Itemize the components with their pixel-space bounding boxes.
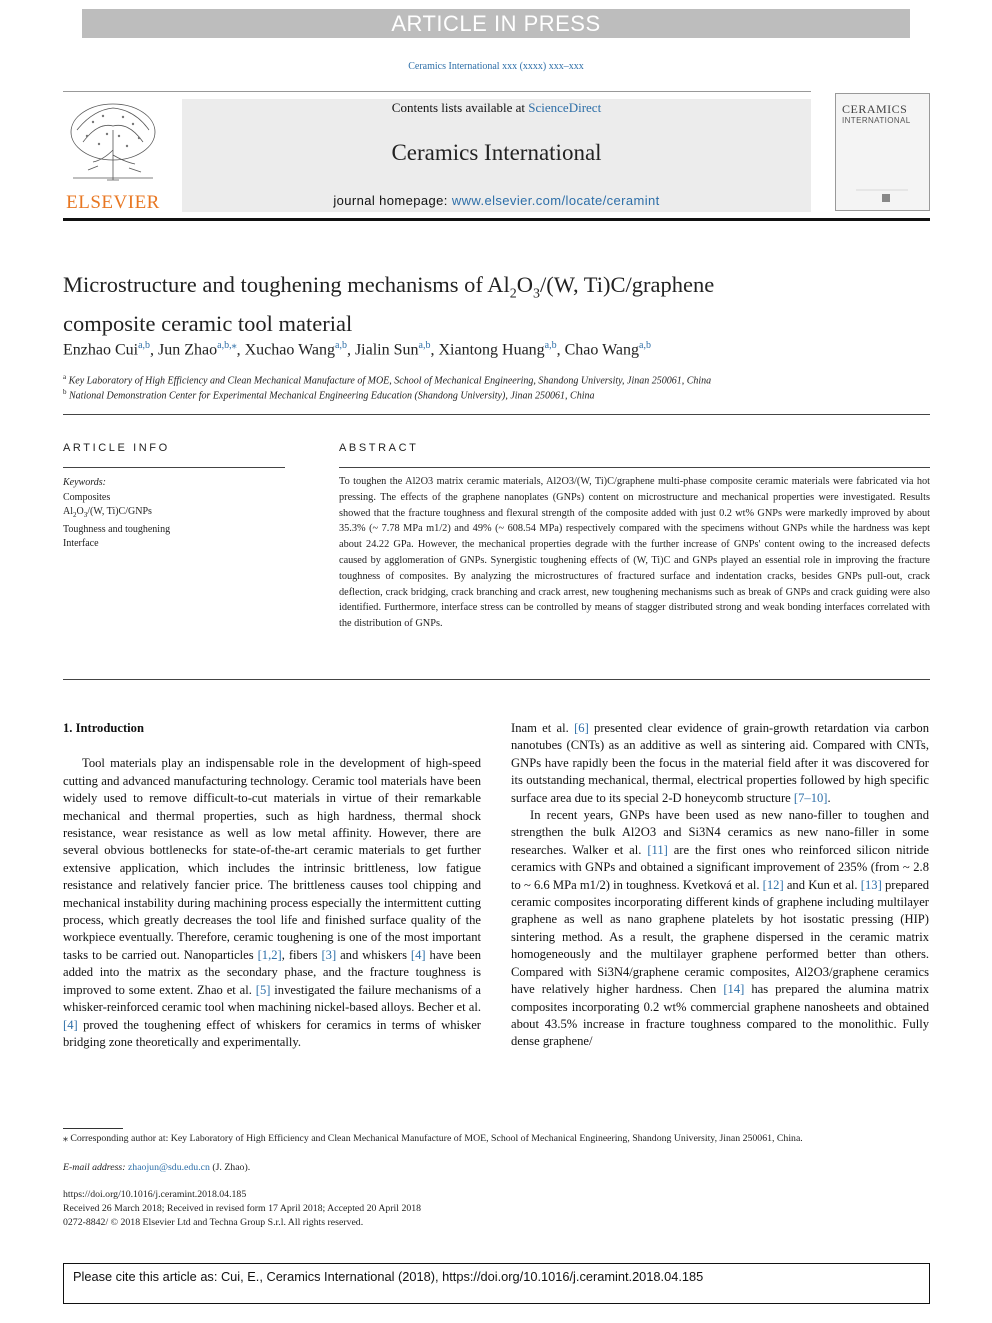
email-link[interactable]: zhaojun@sdu.edu.cn (127, 1162, 210, 1173)
contents-available (182, 100, 811, 116)
section-heading-introduction: 1. Introduction (63, 721, 144, 735)
paragraph-text: are the first ones who reinforced silicon nitride ceramics with GNPs and obtained a significant improvement of 235% (from ~ 2.8 to ~ 6.6 MPa m1/2) in toughness. Kvetková et al. (511, 842, 929, 892)
affiliation-a-text: Key Laboratory of High Efficiency and Clean Mechanical Manufacture of MOE, School of Mechanical Engineering, Shandong University, Jinan 250061, China (68, 375, 712, 387)
intro-paragraph-2 (511, 720, 929, 807)
author-affiliation-marker[interactable]: a,b (544, 340, 557, 351)
intro-paragraph-1 (63, 755, 481, 1051)
author-list: Enzhao Cui$^{a,b}$, Jun Zhao$^{a,b,⁎}$, Xuchao Wang$^{a,b}$, Jialin Sun$^{a,b}$, Xiantong Huang$^{a,b}$, Chao Wang$^{a,b}$ (63, 340, 651, 359)
divider (63, 679, 930, 680)
affiliation-a (63, 373, 711, 386)
keywords-label: Keywords: (63, 477, 106, 488)
author-affiliation-marker[interactable]: a,b (335, 340, 347, 351)
homepage-prefix: journal homepage: (333, 193, 452, 208)
sciencedirect-link[interactable]: ScienceDirect (528, 100, 602, 115)
intro-paragraph-3 (511, 807, 929, 1051)
keyword-item: Interface (63, 538, 99, 549)
reference-link[interactable]: [6] (574, 721, 589, 735)
homepage-link[interactable]: www.elsevier.com/locate/ceramint (451, 193, 660, 208)
header-top-rule (63, 91, 811, 92)
author-name[interactable]: Xiantong Huang (438, 341, 545, 359)
footnote-rule (63, 1128, 123, 1129)
received-dates: Received 26 March 2018; Received in revised form 17 April 2018; Accepted 20 April 2018 (63, 1203, 422, 1214)
title-line-2: composite ceramic tool material (63, 310, 353, 336)
reference-link[interactable]: [7–10] (793, 790, 828, 805)
paragraph-text: proved the toughening effect of whiskers for ceramics in terms of whisker bridging zone theoretically and experimentally. (63, 1017, 481, 1049)
paragraph-text: , fibers (281, 947, 322, 962)
journal-homepage (182, 193, 811, 208)
keyword-item: Toughness and toughening (63, 523, 171, 535)
header-bottom-rule (63, 218, 930, 221)
author-affiliation-marker[interactable]: a,b (418, 340, 431, 351)
article-info-heading: ARTICLE INFO (63, 442, 170, 454)
paragraph-text: Inam et al. (511, 721, 575, 735)
paragraph-text: and Kun et al. (783, 877, 861, 892)
divider (63, 414, 930, 415)
author-name[interactable]: Jun Zhao (158, 341, 218, 359)
author-name[interactable]: Xuchao Wang (244, 341, 335, 359)
paragraph-text: has prepared the alumina matrix composites incorporating 0.2 wt% commercial graphene nanosheets and obtained about 43.5% increase in fracture toughness compared to the monolithic. Fully dense graphene/ (511, 982, 929, 1049)
reference-link[interactable]: [4] (63, 1017, 78, 1032)
author-affiliation-marker[interactable]: a,b (138, 340, 151, 351)
article-info-rule (63, 467, 285, 468)
abstract-heading: ABSTRACT (339, 442, 419, 454)
paragraph-text: In recent years, GNPs have been used as new nano-filler to toughen and strengthen the bulk Al2O3 and Si3N4 ceramics as new nano-filler in some researches. Walker et al. (511, 808, 929, 857)
abstract-text: To toughen the Al2O3 matrix ceramic materials, Al2O3/(W, Ti)C/graphene multi-phase composite ceramic materials were fabricated via hot pressing. The effects of the graphene nanoplates (GNPs) content on microstructure and mechanical properties were investigated. Results showed that the fracture toughness and flexural strength of the composite added with just 0.2 wt% GNPs were markedly improved by about 35.3% (~ 7.78 MPa m1/2) and 49% (~ 608.54 MPa) respectively compared with the specimens without GNPs while the hardness was kept about 24.22 GPa. However, the mechanical properties degrade with the further increase of GNPs' content owing to the increased defects caused by agglomeration of GNPs. Synergistic toughening effects of (W, Ti)C and GNPs played an essential role in improving the fracture toughness of composites. By analyzing the microstructures of fractured surface and indentation cracks, besides GNPs pull-out, crack deflection, crack bridging, crack branching and crack arrest, new toughening mechanisms such as break of GNPs and crack guiding were also identified. Furthermore, interface stress can be controlled by means of stagger distributed strong and weak bonding interfaces correlated with the distribution of GNPs. (339, 476, 930, 630)
article-title (63, 270, 883, 338)
reference-link[interactable]: [3] (321, 947, 337, 962)
paragraph-text: Tool materials play an indispensable role in the development of high-speed cutting and advanced manufacturing technology. Ceramic tool materials have been widely used to remove difficult-to-cut materials in virtue of their remarkable mechanical and thermal properties, such as high hardness, thermal shock resistance, wear resistance as well as low metal affinity. However, there are several obvious bottlenecks for state-of-the-art ceramic materials to get further extensive application, which includes the intrinsic brittleness, low fatigue resistance and relatively fancier price. The brittleness causes tool chipping and mechanical instability during machining process especially the intermittent cutting process, which greatly decreases the tool life and finished surface quality of the workpiece eventually. Therefore, ceramic toughening is one of the most important tasks to be carried out. Nanoparticles (63, 756, 481, 962)
journal-name: Ceramics International (391, 140, 602, 165)
keyword-item: Composites (63, 491, 111, 503)
doi-link[interactable]: https://doi.org/10.1016/j.ceramint.2018.04.185 (63, 1189, 247, 1200)
paragraph-text: and whiskers (336, 947, 411, 962)
author-name[interactable]: Chao Wang (564, 341, 640, 359)
abstract-rule (339, 467, 930, 468)
cover-title: CERAMICS (842, 102, 908, 116)
copyright: 0272-8842/ © 2018 Elsevier Ltd and Techna Group S.r.l. All rights reserved. (63, 1217, 364, 1228)
left-column (63, 720, 481, 1051)
journal-citation-link[interactable]: Ceramics International xxx (xxxx) xxx–xxx (408, 61, 584, 72)
reference-link[interactable]: [12] (762, 877, 784, 892)
affiliation-b-marker: b (63, 388, 67, 396)
affiliation-b-text: National Demonstration Center for Experimental Mechanical Engineering Education (Shandong University), Jinan 250061, China (69, 390, 595, 402)
cover-subtitle: INTERNATIONAL (842, 116, 911, 125)
reference-link[interactable]: [4] (410, 947, 426, 962)
paragraph-text: presented clear evidence of grain-growth retardation via carbon nanotubes (CNTs) as an additive as well as sintering aid. Compared with CNTs, GNPs have rapidly been the focus in the material field after it was discovered for its outstanding mechanical, thermal, electrical properties followed by high specific surface area due to its special 2-D honeycomb structure (511, 721, 929, 805)
article-in-press-banner: ARTICLE IN PRESS (82, 9, 910, 38)
email-label: E-mail address: (63, 1162, 128, 1173)
paragraph-text: investigated the failure mechanisms of a whisker-reinforced ceramic tool when machining nickel-based alloys. Becher et al. (63, 982, 481, 1015)
email-note (63, 1161, 930, 1176)
reference-link[interactable]: [5] (255, 982, 271, 997)
reference-link[interactable]: [13] (860, 877, 882, 892)
reference-link[interactable]: [11] (647, 842, 668, 857)
please-cite-box[interactable]: Please cite this article as: Cui, E., Ceramics International (2018), https://doi.org/10.1016/j.ceramint.2018.04.185 (63, 1263, 930, 1304)
title-line-1: Microstructure and toughening mechanisms of $Al_2O_3/(W$, Ti)C/graphene (63, 272, 715, 302)
reference-link[interactable]: [14] (723, 982, 745, 997)
keywords-block (63, 476, 170, 552)
paragraph-text: have been added into the matrix as the secondary phase, and the fracture toughness is improved to some extent. Zhao et al. (63, 947, 482, 997)
email-suffix: (J. Zhao). (209, 1162, 251, 1173)
right-column (511, 720, 929, 1051)
corresponding-author-note: ⁎ Corresponding author at: Key Laboratory of High Efficiency and Clean Mechanical Manufacture of MOE, School of Mechanical Engineering, Shandong University, Jinan 250061, China. (63, 1133, 803, 1144)
affiliation-a-marker: a (63, 373, 67, 381)
elsevier-wordmark: ELSEVIER (66, 192, 160, 213)
affiliation-b (63, 388, 594, 401)
author-affiliation-marker[interactable]: a,b,⁎ (217, 340, 237, 351)
author-name[interactable]: Jialin Sun (354, 341, 419, 359)
paragraph-text: prepared ceramic composites incorporating different kinds of graphene including multilayer graphene as well as nano graphene platelets by hot isostatic pressing (HIP) sintering method. As a result, the graphene dispersed in the ceramic matrix homogeneously and the multilayer graphene performed better than others. Compared with Si3N4/graphene ceramic composites, Al2O3/graphene ceramics have relatively higher hardness. Chen (511, 877, 929, 997)
paragraph-text: . (827, 790, 831, 805)
keyword-item: $Al_2O_3/(W$, Ti)C/GNPs (63, 506, 152, 519)
author-name[interactable]: Enzhao Cui (63, 341, 139, 359)
reference-link[interactable]: [1,2] (257, 947, 282, 962)
author-affiliation-marker[interactable]: a,b (639, 340, 651, 351)
contents-prefix: Contents lists available at (391, 100, 529, 115)
